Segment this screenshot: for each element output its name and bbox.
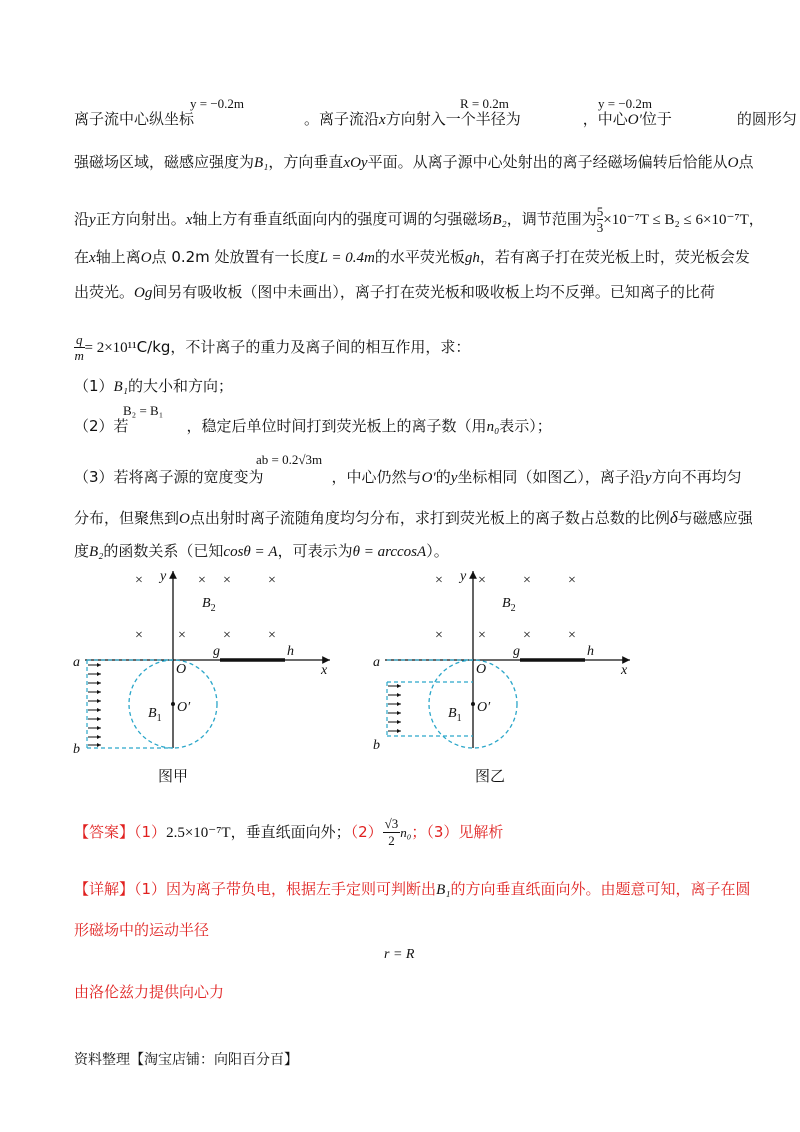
ion-beam-arrows bbox=[388, 686, 401, 731]
cross-mark: × bbox=[478, 573, 486, 588]
cross-mark: × bbox=[523, 628, 531, 643]
label-o: O bbox=[176, 662, 187, 677]
label-o-prime: O′ bbox=[477, 700, 491, 715]
question-3: （3）若将离子源的宽度变为 ，中心仍然与O′的y坐标相同（如图乙），离子沿y方向不再均匀 bbox=[74, 468, 742, 486]
explain-line-3: 由洛伦兹力提供向心力 bbox=[74, 983, 225, 1001]
label-b1: $B_1$ bbox=[148, 706, 162, 724]
label-a: a bbox=[373, 655, 380, 670]
cross-mark: × bbox=[223, 573, 231, 588]
para-line-5: 出荧光。Og间另有吸收板（图中未画出），离子打在荧光板和吸收板上均不反弹。已知离子的比荷 bbox=[74, 283, 715, 301]
cross-mark: × bbox=[435, 628, 443, 643]
eq-y-center: y = −0.2m bbox=[190, 96, 245, 111]
cross-mark: × bbox=[198, 573, 206, 588]
para-line-3: 沿y正方向射出。x轴上方有垂直纸面向内的强度可调的匀强磁场B₂，调节范围为 $\frac{5}{3}$ ×10⁻⁷T ≤ B₂ ≤ 6×10⁻⁷T， bbox=[74, 204, 764, 235]
cross-mark: × bbox=[478, 628, 486, 643]
label-g: g bbox=[513, 644, 520, 659]
label-y: y bbox=[160, 569, 167, 584]
caption-figure-a: 图甲 bbox=[158, 767, 189, 785]
label-b2: $B_2$ bbox=[202, 596, 216, 614]
ion-beam-arrows bbox=[88, 665, 101, 745]
label-h: h bbox=[287, 644, 294, 659]
cross-mark: × bbox=[435, 573, 443, 588]
label-b1: $B_1$ bbox=[448, 706, 462, 724]
explain-line-2: 形磁场中的运动半径 bbox=[74, 921, 210, 939]
eq-radius: R = 0.2m bbox=[460, 96, 509, 111]
label-x: x bbox=[321, 663, 328, 678]
label-y: y bbox=[460, 569, 467, 584]
footer: 资料整理【淘宝店铺：向阳百分百】 bbox=[74, 1052, 298, 1068]
answer-line: 【答案】（1）2.5×10⁻⁷T，垂直纸面向外；（2） $\frac{√3}{2}$ n₀；（3）见解析 bbox=[74, 816, 504, 848]
para-line-6: $\frac{q}{m}$ = 2×10¹¹C/kg，不计离子的重力及离子间的相互作用，求： bbox=[74, 332, 471, 363]
cross-mark: × bbox=[523, 573, 531, 588]
label-a: a bbox=[73, 655, 80, 670]
question-3-line-3: 度B₂的函数关系（已知cosθ = A，可表示为θ = arccosA）。 bbox=[74, 542, 449, 560]
label-o-prime: O′ bbox=[177, 700, 191, 715]
center-o-prime-dot bbox=[471, 702, 475, 706]
cross-mark: × bbox=[178, 628, 186, 643]
para-line-2: 强磁场区域，磁感应强度为B₁，方向垂直xOy平面。从离子源中心处射出的离子经磁场偏转后恰能从O点 bbox=[74, 153, 754, 171]
question-1: （1）B₁的大小和方向； bbox=[74, 377, 233, 395]
cross-mark: × bbox=[135, 628, 143, 643]
cross-mark: × bbox=[568, 628, 576, 643]
label-x: x bbox=[621, 663, 628, 678]
question-3-line-2: 分布，但聚焦到O点出射时离子流随角度均匀分布，求打到荧光板上的离子数占总数的比例δ与磁感应强 bbox=[74, 508, 753, 527]
label-g: g bbox=[213, 644, 220, 659]
explain-line-1: 【详解】（1）因为离子带负电，根据左手定则可判断出B₁的方向垂直纸面向外。由题意可知，离子在圆 bbox=[74, 880, 751, 898]
eq-r-equals-r: r = R bbox=[384, 947, 415, 962]
label-h: h bbox=[587, 644, 594, 659]
label-b: b bbox=[73, 742, 80, 757]
caption-figure-b: 图乙 bbox=[475, 767, 506, 785]
label-o: O bbox=[476, 662, 487, 677]
cross-mark: × bbox=[268, 628, 276, 643]
para-line-1: 离子流中心纵坐标 。离子流沿x方向射入一个半径为 ，中心O′位于 的圆形匀 bbox=[74, 110, 797, 128]
label-b: b bbox=[373, 738, 380, 753]
eq-center-y: y = −0.2m bbox=[598, 96, 653, 111]
para-line-4: 在x轴上离O点 0.2m 处放置有一长度L = 0.4m的水平荧光板gh，若有离子打在荧光板上时，荧光板会发 bbox=[74, 248, 750, 266]
cross-mark: × bbox=[223, 628, 231, 643]
center-o-prime-dot bbox=[171, 702, 175, 706]
cross-mark: × bbox=[135, 573, 143, 588]
label-b2: $B_2$ bbox=[502, 596, 516, 614]
cross-mark: × bbox=[568, 573, 576, 588]
question-2: （2）若 ，稳定后单位时间打到荧光板上的离子数（用n₀表示）； bbox=[74, 417, 552, 435]
eq-ab-width: ab = 0.2√3m bbox=[256, 452, 323, 467]
figure-b bbox=[365, 565, 725, 765]
eq-b2-b1: B₂ = B₁ bbox=[123, 403, 164, 418]
cross-mark: × bbox=[268, 573, 276, 588]
